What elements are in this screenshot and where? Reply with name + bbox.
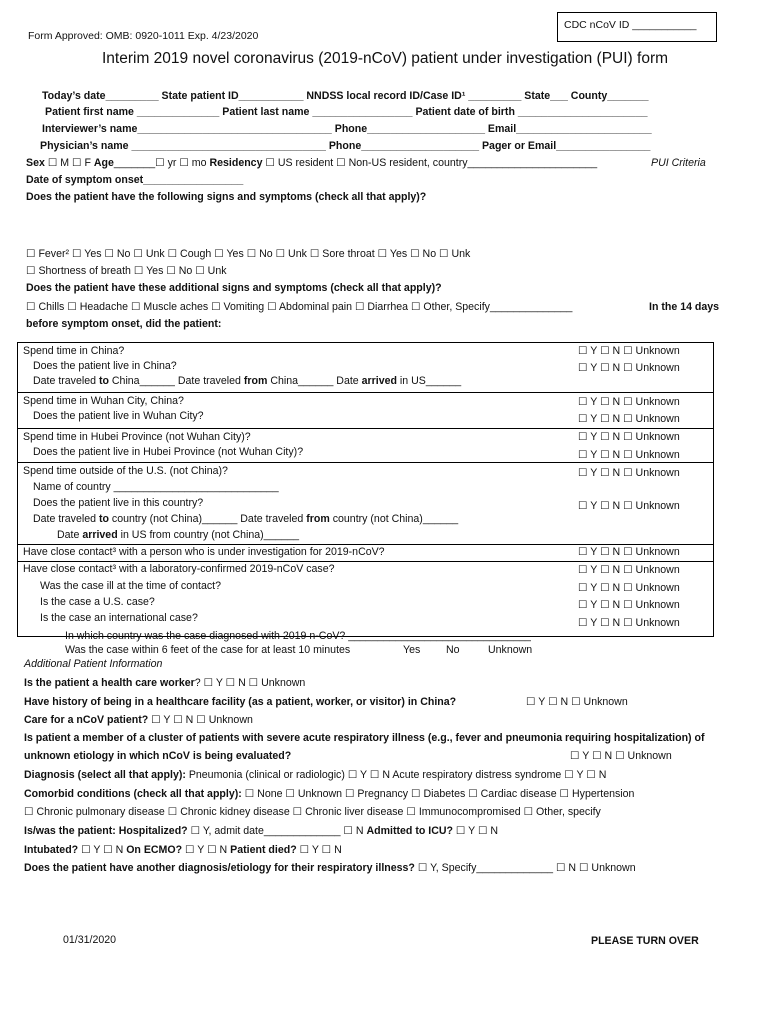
- pui-criteria-link[interactable]: PUI Criteria: [651, 157, 706, 169]
- table-divider: [17, 392, 714, 393]
- answer-case-us[interactable]: ☐ Y ☐ N ☐ Unknown: [578, 599, 680, 611]
- intubated-row: [24, 844, 342, 856]
- wuhan-live-question: Does the patient live in Wuhan City?: [33, 410, 204, 422]
- case-6ft-yes[interactable]: Yes: [403, 644, 421, 656]
- answer-contact-lab[interactable]: ☐ Y ☐ N ☐ Unknown: [578, 564, 680, 576]
- china-dates-arrived: arrived: [361, 375, 397, 387]
- other-diagnosis-options[interactable]: ☐ Y, Specify_____________ ☐ N ☐ Unknown: [414, 862, 636, 874]
- intubated-options[interactable]: ☐ Y ☐ N: [78, 844, 127, 856]
- age-options[interactable]: _______☐ yr ☐ mo: [113, 157, 207, 169]
- cdc-ncov-id-label: CDC nCoV ID ___________: [564, 19, 697, 31]
- sex-label: Sex: [26, 157, 45, 169]
- field-row-dates-ids[interactable]: Today’s date_________ State patient ID___________ NNDSS local record ID/Case ID¹ _________ State___ County_______: [42, 90, 649, 102]
- country-arrived-row[interactable]: [57, 529, 299, 541]
- field-row-interviewer[interactable]: Interviewer’s name_________________________________ Phone____________________ Email_______________________: [42, 123, 652, 135]
- footer-date: 01/31/2020: [63, 934, 117, 946]
- hcw-question: Is the patient a health care worker: [24, 677, 195, 689]
- additional-signs-question: Does the patient have these additional signs and symptoms (check all that apply)?: [26, 282, 442, 294]
- case-us-question: Is the case a U.S. case?: [40, 596, 155, 608]
- outside-us-question: Spend time outside of the U.S. (not China)?: [23, 465, 228, 477]
- china-question: Spend time in China?: [23, 345, 125, 357]
- additional-info-heading: Additional Patient Information: [24, 658, 163, 670]
- form-title: Interim 2019 novel coronavirus (2019-nCoV) patient under investigation (PUI) form: [101, 50, 669, 67]
- comorbid-options[interactable]: ☐ None ☐ Unknown ☐ Pregnancy ☐ Diabetes ☐ Cardiac disease ☐ Hypertension: [241, 788, 635, 800]
- omb-approval: Form Approved: OMB: 0920-1011 Exp. 4/23/2020: [28, 30, 259, 42]
- facility-options[interactable]: ☐ Y ☐ N ☐ Unknown: [526, 696, 628, 708]
- answer-china[interactable]: ☐ Y ☐ N ☐ Unknown: [578, 345, 680, 357]
- ecmo-label: On ECMO?: [126, 844, 183, 856]
- hubei-question: Spend time in Hubei Province (not Wuhan City)?: [23, 431, 251, 443]
- died-options[interactable]: ☐ Y ☐ N: [296, 844, 342, 856]
- sex-options[interactable]: ☐ M ☐ F: [47, 157, 91, 169]
- china-dates-to: to: [98, 375, 109, 387]
- ecmo-options[interactable]: ☐ Y ☐ N: [182, 844, 231, 856]
- comorbid-options-row2[interactable]: ☐ Chronic pulmonary disease ☐ Chronic kidney disease ☐ Chronic liver disease ☐ Immunocompromised ☐ Other, specify: [24, 806, 601, 818]
- comorbid-row: [24, 788, 634, 800]
- other-diagnosis-row: [24, 862, 636, 874]
- icu-options[interactable]: ☐ Y ☐ N: [452, 825, 499, 837]
- care-options[interactable]: ☐ Y ☐ N ☐ Unknown: [151, 714, 253, 726]
- symptoms-row-breath[interactable]: ☐ Shortness of breath ☐ Yes ☐ No ☐ Unk: [26, 265, 227, 277]
- table-divider: [17, 544, 714, 545]
- answer-contact-pui[interactable]: ☐ Y ☐ N ☐ Unknown: [578, 546, 680, 558]
- diagnosis-label: Diagnosis (select all that apply):: [24, 769, 186, 781]
- age-label: Age: [93, 157, 114, 169]
- answer-outside-us[interactable]: ☐ Y ☐ N ☐ Unknown: [578, 467, 680, 479]
- contact-pui-question: Have close contact³ with a person who is under investigation for 2019-nCoV?: [23, 546, 385, 558]
- china-dates-text: China______ Date: [267, 375, 362, 387]
- case-6ft-unknown[interactable]: Unknown: [488, 644, 533, 656]
- answer-hubei[interactable]: ☐ Y ☐ N ☐ Unknown: [578, 431, 680, 443]
- country-dates-text: country (not China)______ Date traveled: [108, 513, 307, 525]
- country-dates-text: country (not China)______: [329, 513, 459, 525]
- answer-wuhan-live[interactable]: ☐ Y ☐ N ☐ Unknown: [578, 413, 680, 425]
- china-dates-text: China______ Date traveled: [108, 375, 244, 387]
- answer-case-intl[interactable]: ☐ Y ☐ N ☐ Unknown: [578, 617, 680, 629]
- hcw-options[interactable]: ? ☐ Y ☐ N ☐ Unknown: [194, 677, 306, 689]
- cluster-options[interactable]: ☐ Y ☐ N ☐ Unknown: [570, 750, 672, 762]
- country-dates-text: Date traveled: [33, 513, 99, 525]
- country-arrived-bold: arrived: [82, 529, 118, 541]
- cdc-ncov-id-box[interactable]: [557, 12, 717, 42]
- other-diagnosis-question: Does the patient have another diagnosis/etiology for their respiratory illness?: [24, 862, 415, 874]
- field-row-physician[interactable]: Physician’s name _________________________________ Phone____________________ Pager or Email________________: [40, 140, 651, 152]
- hubei-live-question: Does the patient live in Hubei Province (not Wuhan City)?: [33, 446, 304, 458]
- answer-china-live[interactable]: ☐ Y ☐ N ☐ Unknown: [578, 362, 680, 374]
- cluster-question-line2: unknown etiology in which nCoV is being evaluated?: [24, 750, 292, 762]
- in-14-days-label: In the 14 days: [649, 301, 720, 313]
- residency-label: Residency: [209, 157, 263, 169]
- country-name-field[interactable]: Name of country ____________________________: [33, 481, 279, 493]
- country-arrived-text: Date: [57, 529, 83, 541]
- residency-options[interactable]: ☐ US resident ☐ Non-US resident, country______________________: [265, 157, 598, 169]
- answer-country-live[interactable]: ☐ Y ☐ N ☐ Unknown: [578, 500, 680, 512]
- died-label: Patient died?: [230, 844, 297, 856]
- table-divider: [17, 462, 714, 463]
- answer-hubei-live[interactable]: ☐ Y ☐ N ☐ Unknown: [578, 449, 680, 461]
- facility-question: Have history of being in a healthcare facility (as a patient, worker, or visitor) in China?: [24, 696, 457, 708]
- field-row-patient-name[interactable]: Patient first name ______________ Patient last name _________________ Patient date of birth ______________________: [45, 106, 648, 118]
- china-dates-text: Date traveled: [33, 375, 99, 387]
- cluster-question-line1: Is patient a member of a cluster of patients with severe acute respiratory illness (e.g., fever and pneumonia requiring hospitalization) of: [24, 732, 705, 744]
- hcw-row: [24, 677, 305, 689]
- country-dates-from: from: [306, 513, 330, 525]
- country-dates-to: to: [98, 513, 109, 525]
- china-dates-text: in US______: [396, 375, 462, 387]
- china-dates-from: from: [243, 375, 268, 387]
- signs-question: Does the patient have the following signs and symptoms (check all that apply)?: [26, 191, 427, 203]
- symptoms-row-fever-cough-throat[interactable]: ☐ Fever² ☐ Yes ☐ No ☐ Unk ☐ Cough ☐ Yes ☐ No ☐ Unk ☐ Sore throat ☐ Yes ☐ No ☐ Unk: [26, 248, 471, 260]
- sex-age-residency-row: [26, 157, 597, 169]
- diagnosis-options[interactable]: Pneumonia (clinical or radiologic) ☐ Y ☐ N Acute respiratory distress syndrome ☐ Y ☐ N: [185, 769, 607, 781]
- case-6ft-question: Was the case within 6 feet of the case for at least 10 minutes: [65, 644, 351, 656]
- contact-lab-question: Have close contact³ with a laboratory-confirmed 2019-nCoV case?: [23, 563, 335, 575]
- care-row: [24, 714, 253, 726]
- country-live-question: Does the patient live in this country?: [33, 497, 204, 509]
- diagnosis-row: [24, 769, 606, 781]
- table-divider: [17, 561, 714, 562]
- hospitalized-label: Is/was the patient: Hospitalized?: [24, 825, 188, 837]
- case-country-field[interactable]: In which country was the case diagnosed with 2019 n-CoV? _______________________________: [65, 630, 531, 642]
- please-turn-over: PLEASE TURN OVER: [591, 935, 699, 947]
- answer-case-ill[interactable]: ☐ Y ☐ N ☐ Unknown: [578, 582, 680, 594]
- country-arrived-text: in US from country (not China)______: [117, 529, 300, 541]
- table-divider: [17, 428, 714, 429]
- wuhan-question: Spend time in Wuhan City, China?: [23, 395, 184, 407]
- additional-symptoms-row[interactable]: ☐ Chills ☐ Headache ☐ Muscle aches ☐ Vomiting ☐ Abdominal pain ☐ Diarrhea ☐ Other, Specify______________: [26, 301, 573, 313]
- case-ill-question: Was the case ill at the time of contact?: [40, 580, 221, 592]
- symptom-onset-field[interactable]: Date of symptom onset_________________: [26, 174, 244, 186]
- case-international-question: Is the case an international case?: [40, 612, 198, 624]
- icu-label: Admitted to ICU?: [366, 825, 453, 837]
- china-dates-row[interactable]: [33, 375, 461, 387]
- before-onset-label: before symptom onset, did the patient:: [26, 318, 222, 330]
- country-dates-row[interactable]: [33, 513, 458, 525]
- answer-wuhan[interactable]: ☐ Y ☐ N ☐ Unknown: [578, 396, 680, 408]
- comorbid-label: Comorbid conditions (check all that apply):: [24, 788, 242, 800]
- hospitalized-options[interactable]: ☐ Y, admit date_____________ ☐ N: [187, 825, 367, 837]
- care-question: Care for a nCoV patient?: [24, 714, 149, 726]
- china-live-question: Does the patient live in China?: [33, 360, 177, 372]
- hospitalized-row: [24, 825, 498, 837]
- intubated-label: Intubated?: [24, 844, 79, 856]
- case-6ft-no[interactable]: No: [446, 644, 460, 656]
